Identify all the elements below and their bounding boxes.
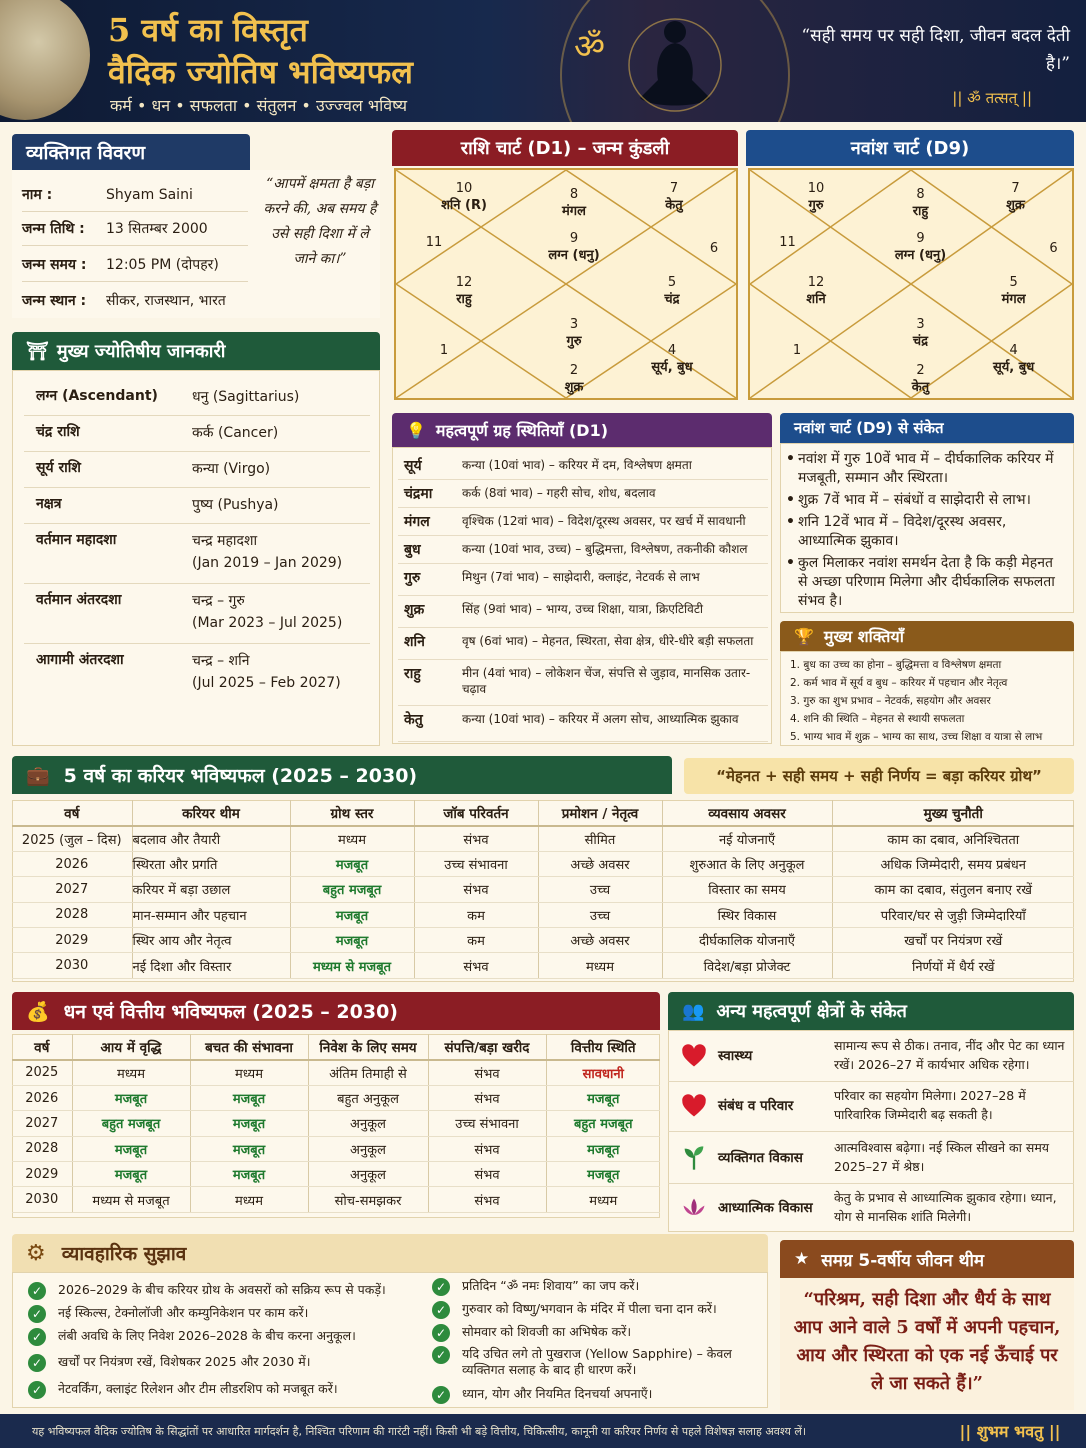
strength-item: 4. शनि की स्थिति – मेहनत से स्थायी सफलता [790, 713, 965, 725]
career-cell: अच्छे अवसर [538, 928, 662, 953]
star-icon: ★ [794, 1249, 810, 1269]
career-cell: मध्यम [290, 826, 414, 851]
wealth-cell: मजबूत [546, 1085, 660, 1110]
other-row-spiritual: आध्यात्मिक विकास केतु के प्रभाव से आध्यात्मिक झुकाव रहेगा। ध्यान, योग से मानसिक शांति मिलेगी। [668, 1184, 1074, 1234]
career-cell: खर्चों पर नियंत्रण रखें [832, 928, 1074, 953]
wealth-col-header: बचत की संभावना [190, 1034, 308, 1060]
wealth-col-header: वित्तीय स्थिति [546, 1034, 660, 1060]
career-cell: विस्तार का समय [662, 877, 832, 902]
planet-name: गुरु [404, 570, 421, 586]
check-circle-icon: ✓ [28, 1305, 46, 1323]
wealth-cell: 2030 [12, 1187, 72, 1212]
planet-row [398, 508, 768, 536]
wealth-cell: संभव [428, 1136, 546, 1161]
strength-item: 1. बुध का उच्च का होना – बुद्धिमत्ता व विश्लेषण क्षमता [790, 659, 1002, 671]
wealth-cell: 2027 [12, 1111, 72, 1136]
planet-row [398, 536, 768, 564]
planet-name: बुध [404, 542, 421, 558]
planet-name: सूर्य [404, 458, 422, 474]
chart-house-6 [684, 240, 744, 257]
career-row [12, 928, 1074, 953]
check-circle-icon: ✓ [28, 1354, 46, 1372]
house-number: 12 [455, 275, 473, 290]
planet-name: राहु [404, 666, 421, 682]
planet-name: केतु [404, 712, 423, 728]
house-number: 12 [807, 275, 825, 290]
chart-house-4 [642, 342, 702, 376]
wealth-cell: मजबूत [546, 1162, 660, 1187]
wealth-cell: मजबूत [72, 1162, 190, 1187]
chart-house-5 [642, 274, 702, 308]
chart-house-3 [544, 316, 604, 350]
wealth-col-header: निवेश के लिए समय [308, 1034, 428, 1060]
planet-row [398, 706, 768, 742]
wealth-cell: सावधानी [546, 1060, 660, 1085]
career-cell: उच्च [538, 877, 662, 902]
career-col-header: वर्ष [12, 800, 132, 826]
d9-chart-heading: नवांश चार्ट (D9) [746, 130, 1074, 166]
astro-row-antardasha: वर्तमान अंतरदशा चन्द्र – गुरु (Mar 2023 – Jul 2025) [24, 584, 370, 644]
sprout-icon [680, 1144, 708, 1172]
wealth-row [12, 1060, 660, 1085]
remedy-item [435, 1346, 762, 1378]
wealth-cell: संभव [428, 1162, 546, 1187]
wealth-cell: मध्यम [546, 1187, 660, 1212]
temple-icon: ⛩ [26, 340, 49, 362]
chart-house-4 [984, 342, 1044, 376]
career-row [12, 826, 1074, 851]
planet-row [398, 452, 768, 480]
career-col-header: प्रमोशन / नेतृत्व [538, 800, 662, 826]
planet-detail: वृश्चिक (12वां भाव) – विदेश/दूरस्थ अवसर, पर खर्च में सावधानी [462, 514, 746, 528]
career-cell: करियर में बड़ा उछाल [132, 877, 290, 902]
personal-quote: “आपमें क्षमता है बड़ा करने की, अब समय है उसे सही दिशा में ले जाने का।” [263, 176, 377, 267]
header-banner [0, 0, 1086, 122]
planet-row [398, 660, 768, 706]
personal-row-dob: जन्म तिथि : 13 सितम्बर 2000 [22, 212, 248, 246]
planet-detail: मीन (4वां भाव) – लोकेशन चेंज, संपत्ति से जुड़ाव, मानसिक उतार-चढ़ाव [462, 666, 751, 696]
tip-text: नेटवर्किंग, क्लाइंट रिलेशन और टीम लीडरशिप को मजबूत करें। [58, 1381, 338, 1396]
house-number: 8 [916, 187, 925, 202]
house-planets: मंगल [562, 204, 586, 219]
wealth-table-header [12, 1034, 660, 1060]
theme-heading: ★ समग्र 5-वर्षीय जीवन थीम [780, 1240, 1074, 1278]
wealth-cell: 2026 [12, 1085, 72, 1110]
chart-house-1 [414, 342, 474, 359]
wealth-cell: बहुत मजबूत [72, 1111, 190, 1136]
career-heading: 💼 5 वर्ष का करियर भविष्यफल (2025 – 2030) [12, 756, 672, 794]
wealth-row [12, 1136, 660, 1161]
wealth-col-header: आय में वृद्धि [72, 1034, 190, 1060]
wealth-cell: बहुत अनुकूल [308, 1085, 428, 1110]
career-cell: मान-सम्मान और पहचान [132, 902, 290, 927]
wealth-cell: मध्यम [190, 1187, 308, 1212]
wealth-cell: संभव [428, 1187, 546, 1212]
strength-item: 2. कर्म भाव में सूर्य व बुध – करियर में पहचान और नेतृत्व [790, 677, 1008, 689]
astro-row-ascendant: लग्न (Ascendant) धनु (Sagittarius) [24, 380, 370, 416]
planet-row [398, 628, 768, 660]
planet-row [398, 596, 768, 628]
house-planets: केतु [911, 380, 930, 395]
bulb-icon: 💡 [406, 420, 426, 440]
om-symbol: ॐ [574, 27, 606, 67]
check-circle-icon: ✓ [432, 1346, 450, 1364]
chart-house-8 [891, 186, 951, 220]
wealth-cell: मजबूत [190, 1162, 308, 1187]
house-planets: सूर्य, बुध [651, 360, 693, 375]
career-row [12, 902, 1074, 927]
planet-detail: मिथुन (7वां भाव) – साझेदारी, क्लाइंट, नेटवर्क से लाभ [462, 570, 700, 584]
chart-house-1 [767, 342, 827, 359]
career-cell: नई योजनाएँ [662, 826, 832, 851]
chart-house-11 [404, 234, 464, 251]
career-cell: 2030 [12, 953, 132, 978]
people-icon: 👥 [682, 1000, 705, 1022]
chart-house-12 [434, 274, 494, 308]
career-cell: बहुत मजबूत [290, 877, 414, 902]
house-planets: लग्न (धनु) [548, 248, 600, 263]
career-row [12, 851, 1074, 876]
chart-house-6 [1024, 240, 1084, 257]
career-cell: 2027 [12, 877, 132, 902]
wealth-row [12, 1162, 660, 1187]
wealth-col-header: वर्ष [12, 1034, 72, 1060]
header-quote-sign: || ॐ तत्सत् || [952, 89, 1032, 107]
house-number: 3 [569, 317, 579, 332]
career-col-header: करियर थीम [132, 800, 290, 826]
chart-house-2 [544, 362, 604, 396]
d9-sign-item: • नवांश में गुरु 10वें भाव में – दीर्घकालिक करियर में मजबूती, सम्मान और स्थिरता। [798, 450, 1066, 488]
wealth-cell: अनुकूल [308, 1136, 428, 1161]
other-row-health: स्वास्थ्य सामान्य रूप से ठीक। तनाव, नींद और पेट का ध्यान रखें। 2026–27 में कार्यभार अधिक रहेगा। [668, 1032, 1074, 1082]
wealth-cell: 2029 [12, 1162, 72, 1187]
wealth-cell: मजबूत [546, 1136, 660, 1161]
other-row-personal-growth: व्यक्तिगत विकास आत्मविश्वास बढ़ेगा। नई स्किल सीखने का समय 2025–27 में श्रेष्ठ। [668, 1134, 1074, 1184]
house-number: 7 [1011, 181, 1020, 196]
strengths-heading: 🏆 मुख्य शक्तियाँ [780, 621, 1074, 651]
chart-house-7 [644, 180, 704, 214]
chart-house-11 [758, 234, 818, 251]
career-cell: 2028 [12, 902, 132, 927]
chart-house-9 [544, 230, 604, 264]
career-cell: संभव [414, 877, 538, 902]
career-cell: कम [414, 902, 538, 927]
money-bag-icon: 💰 [26, 1000, 50, 1023]
wealth-cell: बहुत मजबूत [546, 1111, 660, 1136]
planet-positions-heading: 💡 महत्वपूर्ण ग्रह स्थितियाँ (D1) [392, 413, 772, 447]
title-line-1: 5 वर्ष का विस्तृत [108, 11, 308, 49]
chart-house-2 [891, 362, 951, 396]
career-cell: अच्छे अवसर [538, 851, 662, 876]
remedy-item [435, 1301, 762, 1317]
planet-name: शुक्र [404, 602, 425, 618]
career-cell: सीमित [538, 826, 662, 851]
planet-detail: कन्या (10वां भाव) – करियर में अलग सोच, आध्यात्मिक झुकाव [462, 712, 739, 726]
personal-row-time: जन्म समय : 12:05 PM (दोपहर) [22, 248, 248, 282]
career-cell: निर्णयों में धैर्य रखें [832, 953, 1074, 978]
house-number: 7 [669, 181, 679, 196]
briefcase-icon: 💼 [26, 764, 50, 787]
planet-detail: वृष (6वां भाव) – मेहनत, स्थिरता, सेवा क्षेत्र, धीरे-धीरे बड़ी सफलता [462, 634, 754, 648]
house-number: 11 [425, 235, 443, 250]
wealth-cell: संभव [428, 1060, 546, 1085]
house-number: 1 [792, 343, 802, 358]
career-cell: उच्च संभावना [414, 851, 538, 876]
theme-text: “परिश्रम, सही दिशा और धैर्य के साथ आप आने वाले 5 वर्षों में अपनी पहचान, आय और स्थिरता को एक नई ऊँचाई पर ले जा सकते हैं।” [793, 1289, 1061, 1394]
house-planets: शुक्र [564, 380, 584, 395]
remedy-item [435, 1278, 762, 1294]
wealth-heading: 💰 धन एवं वित्तीय भविष्यफल (2025 – 2030) [12, 992, 660, 1030]
house-number: 10 [807, 181, 825, 196]
wealth-cell: 2028 [12, 1136, 72, 1161]
d9-sign-item: • कुल मिलाकर नवांश समर्थन देता है कि कड़ी मेहनत से अच्छा परिणाम मिलेगा और दीर्घकालिक सफलता संभव है। [798, 554, 1066, 611]
check-circle-icon: ✓ [432, 1324, 450, 1342]
personal-details-heading: व्यक्तिगत विवरण [12, 134, 250, 170]
astro-row-sun-sign: सूर्य राशि कन्या (Virgo) [24, 452, 370, 488]
house-planets: मंगल [1001, 292, 1026, 307]
wealth-table [12, 1034, 660, 1213]
d9-sign-item: • शनि 12वें भाव में – विदेश/दूरस्थ अवसर, आध्यात्मिक झुकाव। [798, 513, 1066, 551]
house-planets: गुरु [808, 198, 824, 213]
tip-item [31, 1305, 408, 1321]
wealth-row [12, 1085, 660, 1110]
other-areas-heading: 👥 अन्य महत्वपूर्ण क्षेत्रों के संकेत [668, 992, 1074, 1030]
strength-item: 5. भाग्य भाव में शुक्र – भाग्य का साथ, उच्च शिक्षा व यात्रा से लाभ [790, 731, 1043, 743]
wealth-cell: अंतिम तिमाही से [308, 1060, 428, 1085]
wealth-row [12, 1187, 660, 1212]
tip-item [31, 1328, 408, 1344]
career-cell: काम का दबाव, संतुलन बनाए रखें [832, 877, 1074, 902]
planet-detail: सिंह (9वां भाव) – भाग्य, उच्च शिक्षा, यात्रा, क्रिएटिविटी [462, 602, 703, 616]
house-number: 5 [667, 275, 677, 290]
career-cell: काम का दबाव, अनिश्चितता [832, 826, 1074, 851]
career-cell: स्थिरता और प्रगति [132, 851, 290, 876]
planet-name: चंद्रमा [404, 486, 433, 502]
house-planets: शनि (R) [441, 198, 487, 213]
career-col-header: व्यवसाय अवसर [662, 800, 832, 826]
house-planets: चंद्र [664, 292, 680, 307]
check-circle-icon: ✓ [28, 1282, 46, 1300]
career-cell: विदेश/बड़ा प्रोजेक्ट [662, 953, 832, 978]
career-table [12, 800, 1074, 979]
planet-row [398, 564, 768, 596]
house-planets: सूर्य, बुध [992, 360, 1035, 375]
title-line-2: वैदिक ज्योतिष भविष्यफल [108, 53, 413, 91]
lotus-icon [680, 1194, 708, 1222]
house-planets: केतु [665, 198, 683, 213]
remedy-text: यदि उचित लगे तो पुखराज (Yellow Sapphire) – केवल व्यक्तिगत सलाह के बाद ही धारण करें। [462, 1346, 732, 1377]
chart-house-10 [786, 180, 846, 214]
career-cell: मजबूत [290, 851, 414, 876]
chart-house-12 [786, 274, 846, 308]
strength-item: 3. गुरु का शुभ प्रभाव – नेटवर्क, सहयोग और अवसर [790, 695, 991, 707]
career-cell: मजबूत [290, 928, 414, 953]
trophy-icon: 🏆 [794, 626, 814, 646]
tip-item [31, 1381, 408, 1397]
check-circle-icon: ✓ [432, 1386, 450, 1404]
house-planets: गुरु [566, 334, 582, 349]
remedy-text: सोमवार को शिवजी का अभिषेक करें। [462, 1324, 632, 1339]
house-number: 8 [569, 187, 579, 202]
wealth-table-body [12, 1060, 660, 1212]
meditating-yogi-icon [620, 10, 730, 120]
tip-item [31, 1354, 408, 1370]
house-planets: लग्न (धनु) [894, 248, 947, 263]
career-cell: 2029 [12, 928, 132, 953]
house-number: 2 [569, 363, 579, 378]
wealth-cell: संभव [428, 1085, 546, 1110]
d9-sign-item: • शुक्र 7वें भाव में – संबंधों व साझेदारी से लाभ। [798, 491, 1066, 510]
d1-chart-heading: राशि चार्ट (D1) – जन्म कुंडली [392, 130, 738, 166]
house-planets: राहु [912, 204, 929, 219]
chart-house-7 [986, 180, 1046, 214]
house-number: 6 [709, 241, 719, 256]
career-cell: स्थिर विकास [662, 902, 832, 927]
astro-info-heading: ⛩ मुख्य ज्योतिषीय जानकारी [12, 332, 380, 370]
career-cell: 2025 (जुल – दिस) [12, 826, 132, 851]
planet-detail: कन्या (10वां भाव) – करियर में दम, विश्लेषण क्षमता [462, 458, 692, 472]
planet-name: शनि [404, 634, 425, 650]
heart-icon [680, 1042, 708, 1070]
house-number: 5 [1009, 275, 1018, 290]
career-row [12, 953, 1074, 978]
planet-name: मंगल [404, 514, 430, 530]
footer-sign: || शुभम भवतु || [959, 1422, 1061, 1441]
career-cell: बदलाव और तैयारी [132, 826, 290, 851]
career-quote: “मेहनत + सही समय + सही निर्णय = बड़ा करियर ग्रोथ” [684, 758, 1074, 794]
check-circle-icon: ✓ [28, 1381, 46, 1399]
wealth-cell: मजबूत [72, 1085, 190, 1110]
practical-tips-heading: ⚙ व्यावहारिक सुझाव [12, 1234, 768, 1272]
planet-detail: कन्या (10वां भाव, उच्च) – बुद्धिमत्ता, विश्लेषण, तकनीकी कौशल [462, 542, 748, 556]
wealth-cell: मध्यम [190, 1060, 308, 1085]
house-planets: शुक्र [1006, 198, 1025, 213]
career-cell: नई दिशा और विस्तार [132, 953, 290, 978]
career-cell: मध्यम [538, 953, 662, 978]
career-cell: 2026 [12, 851, 132, 876]
check-circle-icon: ✓ [28, 1328, 46, 1346]
chart-house-5 [984, 274, 1044, 308]
chart-house-9 [891, 230, 951, 264]
astro-row-nakshatra: नक्षत्र पुष्य (Pushya) [24, 488, 370, 524]
career-cell: अधिक जिम्मेदारी, समय प्रबंधन [832, 851, 1074, 876]
house-planets: शनि [806, 292, 826, 307]
other-row-family: संबंध व परिवार परिवार का सहयोग मिलेगा। 2027–28 में पारिवारिक जिम्मेदारी बढ़ सकती है। [668, 1082, 1074, 1132]
career-cell: संभव [414, 953, 538, 978]
career-table-header [12, 800, 1074, 826]
wealth-cell: 2025 [12, 1060, 72, 1085]
career-cell: उच्च [538, 902, 662, 927]
career-cell: स्थिर आय और नेतृत्व [132, 928, 290, 953]
wealth-cell: अनुकूल [308, 1111, 428, 1136]
astro-row-next-antardasha: आगामी अंतरदशा चन्द्र – शनि (Jul 2025 – Feb 2027) [36, 652, 341, 691]
house-number: 4 [667, 343, 677, 358]
chart-house-8 [544, 186, 604, 220]
wealth-cell: अनुकूल [308, 1162, 428, 1187]
tip-text: नई स्किल्स, टेक्नोलॉजी और कम्युनिकेशन पर काम करें। [58, 1305, 309, 1320]
tip-text: लंबी अवधि के लिए निवेश 2026–2028 के बीच करना अनुकूल। [58, 1328, 356, 1343]
personal-row-name: नाम : Shyam Saini [22, 178, 248, 212]
wealth-cell: मजबूत [190, 1111, 308, 1136]
d9-signs-heading: नवांश चार्ट (D9) से संकेत [780, 413, 1074, 443]
career-cell: मजबूत [290, 902, 414, 927]
footer-disclaimer: यह भविष्यफल वैदिक ज्योतिष के सिद्धांतों पर आधारित मार्गदर्शन है, निश्चित परिणाम की गारंटी नहीं। किसी भी बड़े वित्तीय, चिकित्सीय, कानूनी या करियर निर्णय से पहले विशेषज्ञ सलाह अवश्य लें। [0, 1414, 1086, 1448]
remedy-item [435, 1324, 762, 1340]
tip-text: 2026–2029 के बीच करियर ग्रोथ के अवसरों को सक्रिय रूप से पकड़ें। [58, 1282, 386, 1297]
house-number: 2 [916, 363, 925, 378]
career-cell: शुरुआत के लिए अनुकूल [662, 851, 832, 876]
house-number: 6 [1049, 241, 1058, 256]
career-col-header: जॉब परिवर्तन [414, 800, 538, 826]
house-number: 11 [779, 235, 796, 250]
wealth-cell: मजबूत [190, 1085, 308, 1110]
remedy-item [435, 1386, 762, 1402]
wealth-cell: मजबूत [190, 1136, 308, 1161]
astro-row-mahadasha: वर्तमान महादशा चन्द्र महादशा (Jan 2019 – Jan 2029) [24, 524, 370, 584]
wealth-row [12, 1111, 660, 1136]
career-table-body [12, 826, 1074, 978]
chart-house-10 [434, 180, 494, 214]
house-number: 9 [569, 231, 579, 246]
remedy-text: प्रतिदिन “ॐ नमः शिवाय” का जप करें। [462, 1278, 640, 1293]
house-number: 4 [1009, 343, 1018, 358]
house-number: 9 [916, 231, 925, 246]
remedy-text: गुरुवार को विष्णु/भगवान के मंदिर में पीला चना दान करें। [462, 1301, 717, 1316]
wealth-cell: मजबूत [72, 1136, 190, 1161]
planet-row [398, 480, 768, 508]
house-number: 1 [439, 343, 449, 358]
wealth-cell: उच्च संभावना [428, 1111, 546, 1136]
astro-row-moon-sign: चंद्र राशि कर्क (Cancer) [24, 416, 370, 452]
check-circle-icon: ✓ [432, 1278, 450, 1296]
tip-item [31, 1282, 408, 1298]
house-planets: चंद्र [912, 334, 929, 349]
header-quote: “सही समय पर सही दिशा, जीवन बदल देती है।” [801, 26, 1070, 74]
house-number: 10 [455, 181, 473, 196]
wealth-cell: सोच-समझकर [308, 1187, 428, 1212]
house-planets: राहु [456, 292, 472, 307]
career-row [12, 877, 1074, 902]
heart-icon [680, 1092, 708, 1120]
career-cell: कम [414, 928, 538, 953]
wealth-cell: मध्यम [72, 1060, 190, 1085]
gear-icon: ⚙ [26, 1240, 46, 1266]
career-cell: परिवार/घर से जुड़ी जिम्मेदारियाँ [832, 902, 1074, 927]
career-cell: मध्यम से मजबूत [290, 953, 414, 978]
subtitle: कर्म • धन • सफलता • संतुलन • उज्ज्वल भविष्य [110, 96, 408, 115]
remedy-text: ध्यान, योग और नियमित दिनचर्या अपनाएँ। [462, 1386, 653, 1401]
moon-illustration [0, 0, 90, 120]
house-number: 3 [916, 317, 925, 332]
career-col-header: ग्रोथ स्तर [290, 800, 414, 826]
check-circle-icon: ✓ [432, 1301, 450, 1319]
tip-text: खर्चों पर नियंत्रण रखें, विशेषकर 2025 और 2030 में। [58, 1354, 311, 1369]
career-cell: दीर्घकालिक योजनाएँ [662, 928, 832, 953]
chart-house-3 [891, 316, 951, 350]
wealth-col-header: संपत्ति/बड़ा खरीद [428, 1034, 546, 1060]
personal-row-place: जन्म स्थान : सीकर, राजस्थान, भारत [22, 292, 226, 309]
wealth-cell: मध्यम से मजबूत [72, 1187, 190, 1212]
planet-detail: कर्क (8वां भाव) – गहरी सोच, शोध, बदलाव [462, 486, 656, 500]
career-col-header: मुख्य चुनौती [832, 800, 1074, 826]
career-cell: संभव [414, 826, 538, 851]
